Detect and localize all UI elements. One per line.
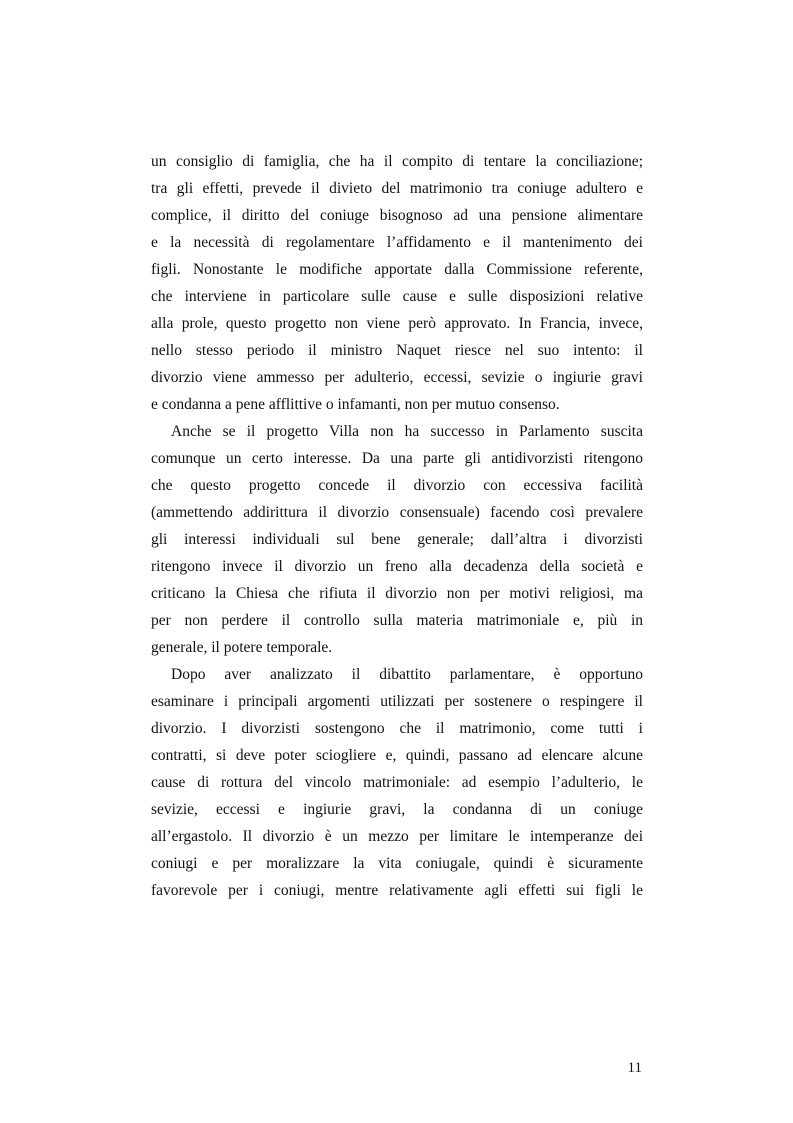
text-line: nello stesso periodo il ministro Naquet riesce nel suo intento: il bbox=[151, 342, 643, 359]
text-line: tra gli effetti, prevede il divieto del matrimonio tra coniuge adultero e bbox=[151, 180, 643, 197]
paragraph-1 bbox=[151, 148, 643, 418]
text-line: all’ergastolo. Il divorzio è un mezzo per limitare le intemperanze dei bbox=[151, 828, 643, 845]
text-line: un consiglio di famiglia, che ha il compito di tentare la conciliazione; bbox=[151, 153, 643, 170]
paragraph-3 bbox=[151, 661, 643, 904]
text-line: ritengono invece il divorzio un freno alla decadenza della società e bbox=[151, 558, 643, 575]
text-line: criticano la Chiesa che rifiuta il divorzio non per motivi religiosi, ma bbox=[151, 585, 643, 602]
paragraph-2 bbox=[151, 418, 643, 661]
text-line: comunque un certo interesse. Da una parte gli antidivorzisti ritengono bbox=[151, 450, 643, 467]
page-number: 11 bbox=[627, 1060, 642, 1076]
text-line: coniugi e per moralizzare la vita coniugale, quindi è sicuramente bbox=[151, 855, 643, 872]
text-line: favorevole per i coniugi, mentre relativamente agli effetti sui figli le bbox=[151, 882, 643, 899]
text-line: sevizie, eccessi e ingiurie gravi, la condanna di un coniuge bbox=[151, 801, 643, 818]
text-line: alla prole, questo progetto non viene però approvato. In Francia, invece, bbox=[151, 315, 643, 332]
text-line: e condanna a pene afflittive o infamanti, non per mutuo consenso. bbox=[151, 396, 560, 413]
text-line: che questo progetto concede il divorzio con eccessiva facilità bbox=[151, 477, 643, 494]
text-line: contratti, si deve poter sciogliere e, quindi, passano ad elencare alcune bbox=[151, 747, 643, 764]
text-line: Dopo aver analizzato il dibattito parlamentare, è opportuno bbox=[171, 666, 643, 683]
text-line: per non perdere il controllo sulla materia matrimoniale e, più in bbox=[151, 612, 643, 629]
text-line: divorzio viene ammesso per adulterio, eccessi, sevizie o ingiurie gravi bbox=[151, 369, 643, 386]
text-line: gli interessi individuali sul bene generale; dall’altra i divorzisti bbox=[151, 531, 643, 548]
text-line: che interviene in particolare sulle cause e sulle disposizioni relative bbox=[151, 288, 643, 305]
text-line: cause di rottura del vincolo matrimoniale: ad esempio l’adulterio, le bbox=[151, 774, 643, 791]
text-line: generale, il potere temporale. bbox=[151, 639, 333, 656]
text-line: complice, il diritto del coniuge bisognoso ad una pensione alimentare bbox=[151, 207, 643, 224]
body-text bbox=[151, 148, 643, 904]
text-line: e la necessità di regolamentare l’affidamento e il mantenimento dei bbox=[151, 234, 643, 251]
text-line: figli. Nonostante le modifiche apportate dalla Commissione referente, bbox=[151, 261, 643, 278]
text-line: divorzio. I divorzisti sostengono che il matrimonio, come tutti i bbox=[151, 720, 643, 737]
text-line: Anche se il progetto Villa non ha successo in Parlamento suscita bbox=[171, 423, 643, 440]
text-line: esaminare i principali argomenti utilizzati per sostenere o respingere il bbox=[151, 693, 643, 710]
text-line: (ammettendo addirittura il divorzio consensuale) facendo così prevalere bbox=[151, 504, 643, 521]
